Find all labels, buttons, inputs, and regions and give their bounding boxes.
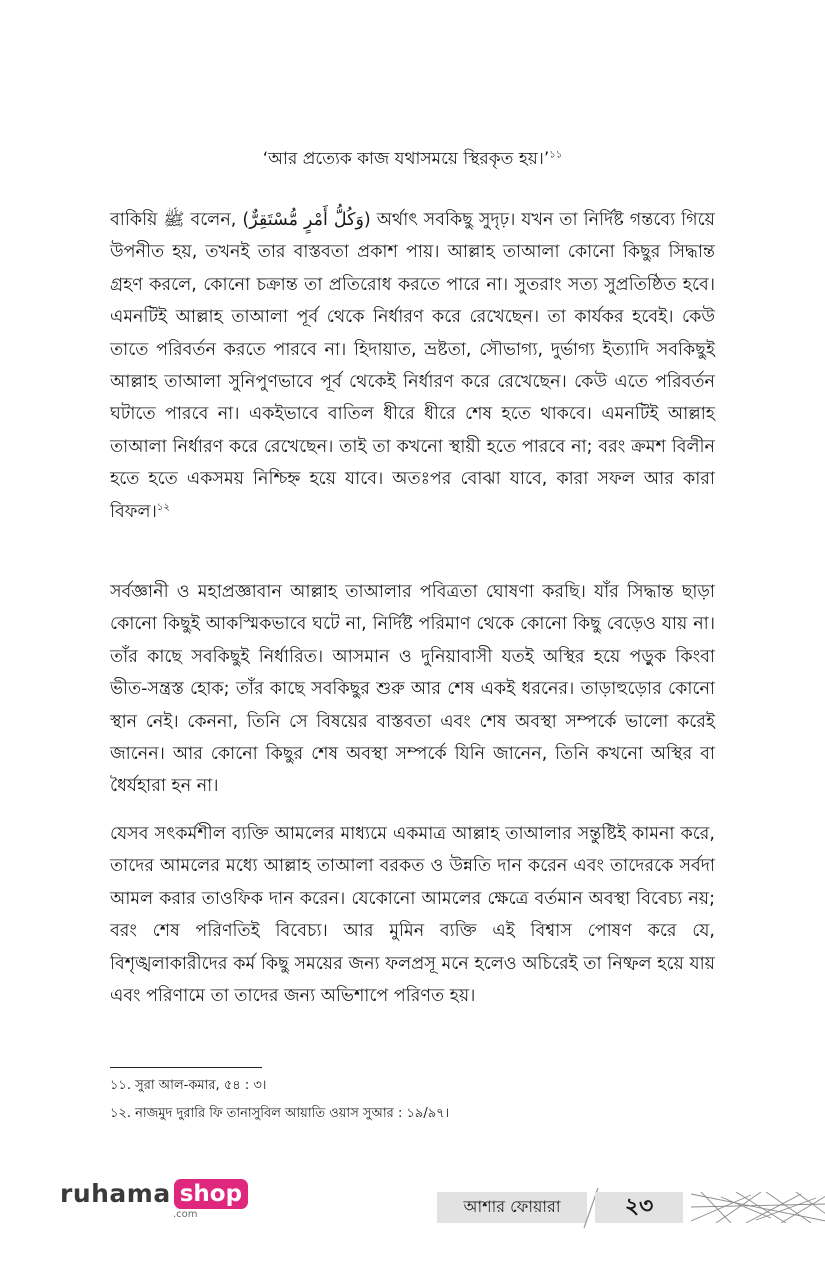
paragraph-3 [110, 818, 715, 1012]
paragraph-1-text: বাকিয়ি ﷺ বলেন, (وَكُلُّ أَمْرٍ مُّسْتَقِرٌّ) অর্থাৎ সবকিছু সুদৃঢ়। যখন তা নির্দিষ্ট গন্তব্যে গিয়ে উপনীত হয়, তখনই তার বাস্তবতা প্রকাশ পায়। আল্লাহ তাআলা কোনো কিছুর সিদ্ধান্ত গ্রহণ করলে, কোনো চক্রান্ত তা প্রতিরোধ করতে পারে না। সুতরাং সত্য সুপ্রতিষ্ঠিত হবে। এমনটিই আল্লাহ তাআলা পূর্ব থেকে নির্ধারণ করে রেখেছেন। তা কার্যকর হবেই। কেউ তাতে পরিবর্তন করতে পারবে না। হিদায়াত, ভ্রষ্টতা, সৌভাগ্য, দুর্ভাগ্য ইত্যাদি সবকিছুই আল্লাহ তাআলা সুনিপুণভাবে পূর্ব থেকেই নির্ধারণ করে রেখেছেন। কেউ এতে পরিবর্তন ঘটাতে পারবে না। একইভাবে বাতিল ধীরে ধীরে শেষ হতে থাকবে। এমনটিই আল্লাহ তাআলা নির্ধারণ করে রেখেছেন। তাই তা কখনো স্থায়ী হতে পারবে না; বরং ক্রমশ বিলীন হতে হতে একসময় নিশ্চিহ্ন হয়ে যাবে। অতঃপর বোঝা যাবে, কারা সফল আর কারা বিফল। [110, 210, 715, 522]
footnote-divider [110, 1067, 262, 1068]
paragraph-3-text: যেসব সৎকর্মশীল ব্যক্তি আমলের মাধ্যমে একমাত্র আল্লাহ তাআলার সন্তুষ্টিই কামনা করে, তাদের আমলের মধ্যে আল্লাহ তাআলা বরকত ও উন্নতি দান করেন এবং তাদেরকে সর্বদা আমল করার তাওফিক দান করেন। যেকোনো আমলের ক্ষেত্রে বর্তমান অবস্থা বিবেচ্য নয়; বরং শেষ পরিণতিই বিবেচ্য। আর মুমিন ব্যক্তি এই বিশ্বাস পোষণ করে যে, বিশৃঙ্খলাকারীদের কর্ম কিছু সময়ের জন্য ফলপ্রসূ মনে হলেও অচিরেই তা নিষ্ফল হয়ে যায় এবং পরিণামে তা তাদের জন্য অভিশাপে পরিণত হয়। [110, 824, 715, 1007]
page-footer [437, 1192, 825, 1223]
paragraph-2-text: সর্বজ্ঞানী ও মহাপ্রজ্ঞাবান আল্লাহ তাআলার পবিত্রতা ঘোষণা করছি। যাঁর সিদ্ধান্ত ছাড়া কোনো কিছুই আকস্মিকভাবে ঘটে না, নির্দিষ্ট পরিমাণ থেকে কোনো কিছু বেড়েও যায় না। তাঁর কাছে সবকিছুই নির্ধারিত। আসমান ও দুনিয়াবাসী যতই অস্থির হয়ে পড়ুক কিংবা ভীত-সন্ত্রস্ত হোক; তাঁর কাছে সবকিছুর শুরু আর শেষ একই ধরনের। তাড়াহুড়োর কোনো স্থান নেই। কেননা, তিনি সে বিষয়ের বাস্তবতা এবং শেষ অবস্থা সম্পর্কে ভালো করেই জানেন। আর কোনো কিছুর শেষ অবস্থা সম্পর্কে যিনি জানেন, তিনি কখনো অস্থির বা ধৈর্যহারা হন না। [110, 582, 715, 797]
paragraph-1-footnote-ref: ১২ [156, 501, 170, 513]
footnote-12: ১২. নাজমুদ দুরারি ফি তানাসুবিল আয়াতি ওয়াস সুআর : ১৯/৯৭। [110, 1106, 450, 1121]
logo-com-text: .com [173, 1209, 198, 1220]
paragraph-2 [110, 576, 715, 803]
footer-page-number: ২৩ [595, 1192, 683, 1223]
logo-shop-badge: shop [174, 1179, 248, 1209]
footer-book-title: আশার ফোয়ারা [437, 1192, 587, 1223]
quote-footnote-ref: ১১ [549, 149, 563, 161]
footnote-11: ১১. সুরা আল-কমার, ৫৪ : ৩। [110, 1078, 267, 1093]
logo-ruhama-text: ruhama [60, 1179, 171, 1208]
quote-line [110, 147, 715, 171]
footer-decorative-pattern [691, 1192, 825, 1223]
paragraph-1 [110, 204, 715, 528]
ruhamashop-logo [60, 1177, 243, 1220]
quote-text: ‘আর প্রত্যেক কাজ যথাসময়ে স্থিরকৃত হয়।’ [262, 149, 550, 169]
